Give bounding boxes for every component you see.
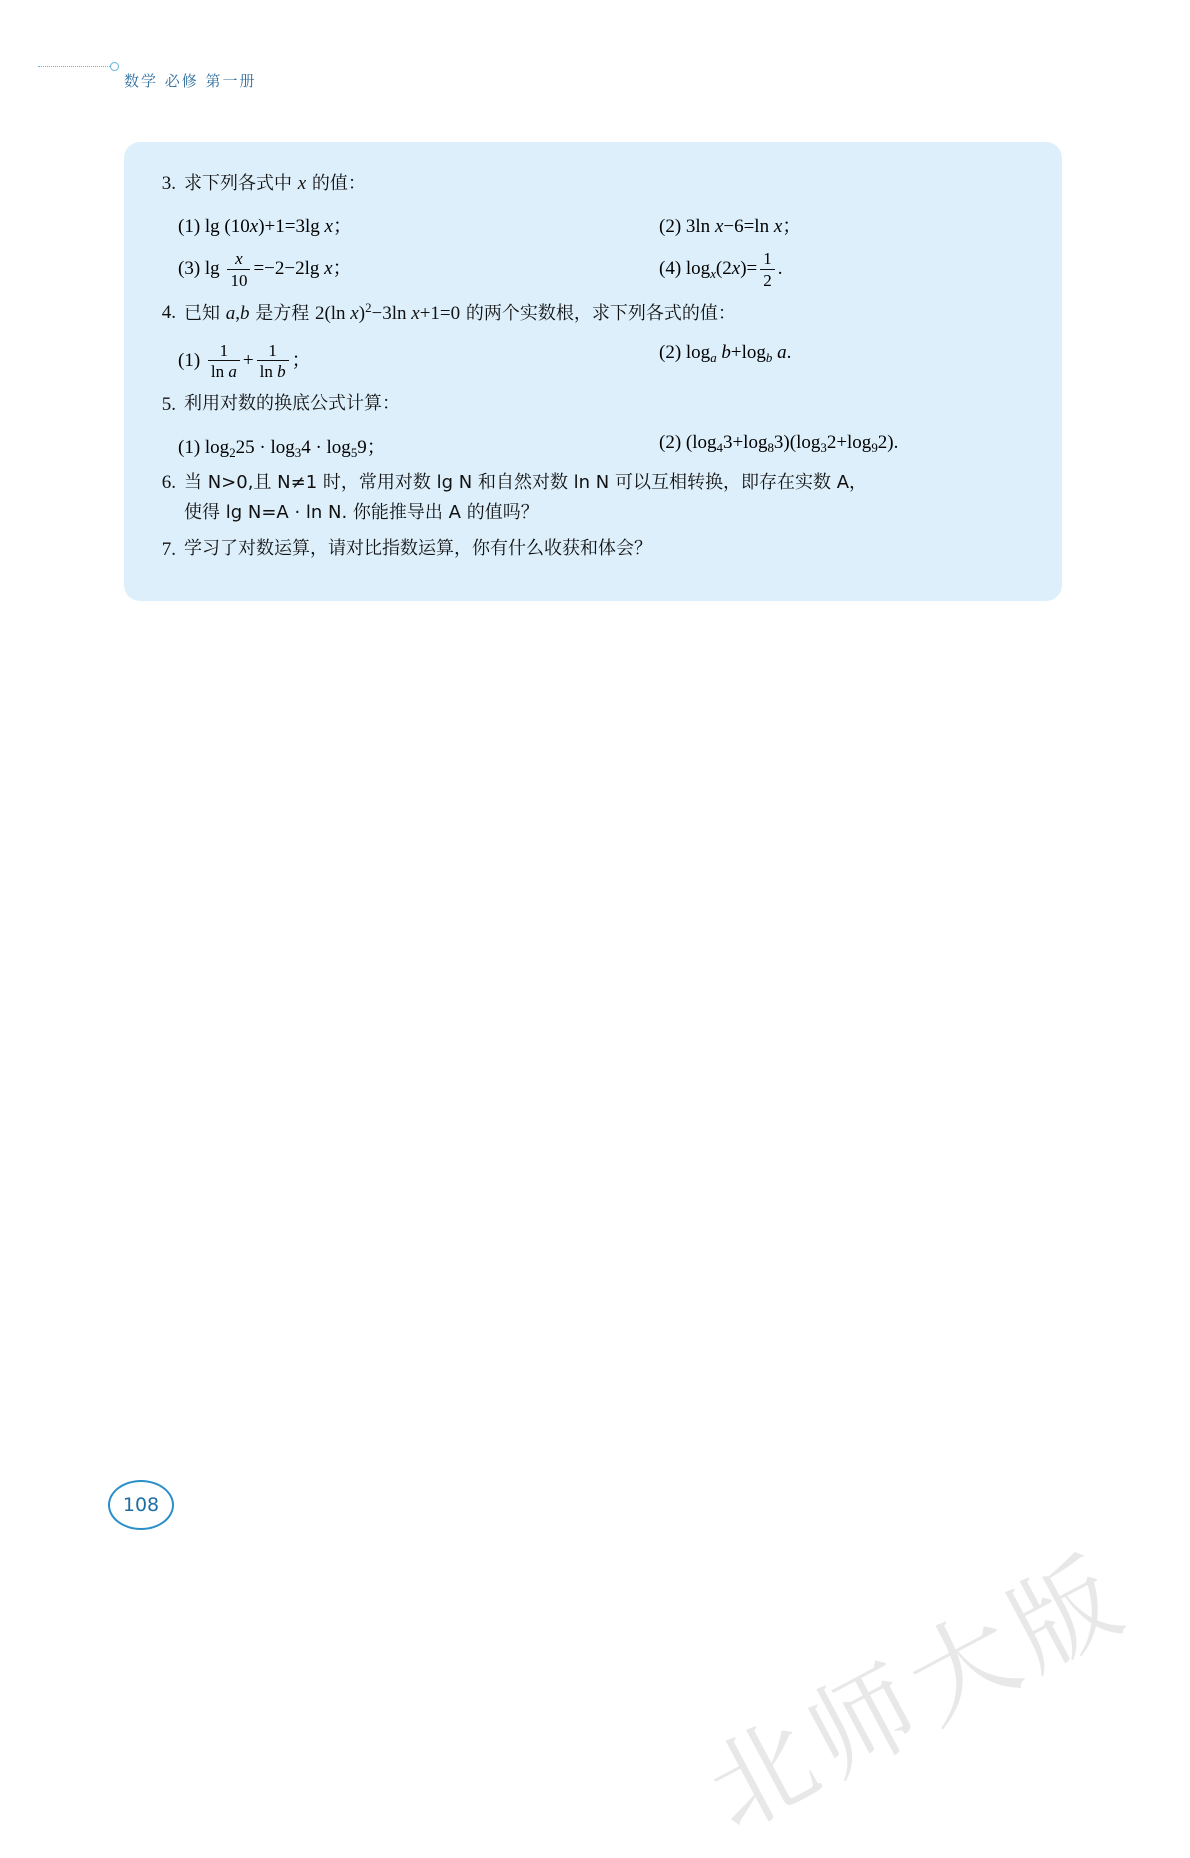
exercise-4-sub-1: (1) $\frac{1}{\text{ln a}}$ + $\frac{1}{\text{ln b}}$ ； — [178, 340, 311, 382]
exercise-number: 7. — [161, 538, 176, 560]
exercise-number: 3. — [161, 173, 176, 194]
exercise-item-7 — [146, 534, 1028, 565]
exercise-3-subrow-1 — [146, 211, 1028, 238]
exercise-5-sub-1: (1) $\log_225 \cdot \log_34 \cdot \log_59$； — [178, 437, 386, 460]
publisher-watermark: 北师大版 — [687, 1531, 1148, 1854]
exercise-stem: 已知 a,b 是方程 2(ln x)$^2$−3ln x+1=0 的两个实数根，求下列各式的值： — [184, 300, 736, 325]
exercise-number: 5. — [161, 393, 176, 415]
exercise-item-3 — [146, 168, 1028, 199]
exercise-number: 4. — [161, 302, 176, 324]
exercise-item-6 — [146, 467, 1028, 528]
stem-suffix: 的值： — [306, 173, 366, 194]
exercise-3-sub-4: (4) $\log_x(2x)=$ $\frac{1}{2}$ . — [659, 249, 783, 291]
exercise-item-4 — [146, 297, 1028, 329]
header-divider-line — [38, 66, 110, 67]
exercise-3-sub-3: (3) lg $\frac{x}{10}$ =−2−2lg x； — [178, 249, 352, 291]
header-bullet-icon — [110, 62, 119, 71]
stem-prefix: 求下列各式中 — [184, 173, 298, 194]
exercise-number: 6. — [161, 471, 176, 493]
running-head-title: 数学 必修 第一册 — [124, 72, 257, 90]
exercise-3-subrow-2 — [146, 250, 1028, 291]
exercise-item-5 — [146, 389, 1028, 420]
exercise-4-subrow-1 — [146, 342, 1028, 383]
exercise-stem: 学习了对数运算，请对比指数运算，你有什么收获和体会？ — [184, 537, 652, 559]
exercise-6-line-1: 当 N>0,且 N≠1 时，常用对数 lg N 和自然对数 ln N 可以互相转换，即存在实数 A， — [184, 471, 868, 493]
exercise-6-line-2: 使得 lg N=A · ln N. 你能推导出 A 的值吗？ — [184, 502, 539, 524]
exercise-stem — [184, 467, 1028, 528]
exercise-panel — [124, 142, 1062, 601]
exercise-5-sub-2: (2) $(\log_43+\log_83)(\log_32+\log_92)$. — [659, 432, 899, 455]
exercise-4-sub-2: (2) $\log_a b+\log_b$ a. — [659, 341, 792, 365]
exercise-stem — [184, 168, 1028, 199]
exercise-5-subrow-1 — [146, 432, 1028, 461]
page-number: 108 — [108, 1480, 174, 1530]
exercise-stem: 利用对数的换底公式计算： — [184, 392, 400, 414]
stem-variable: x — [297, 173, 307, 194]
exercise-3-sub-1: (1) lg (10x)+1=3lg x； — [178, 216, 352, 238]
exercise-3-sub-2: (2) 3ln x−6=ln x； — [659, 216, 802, 238]
